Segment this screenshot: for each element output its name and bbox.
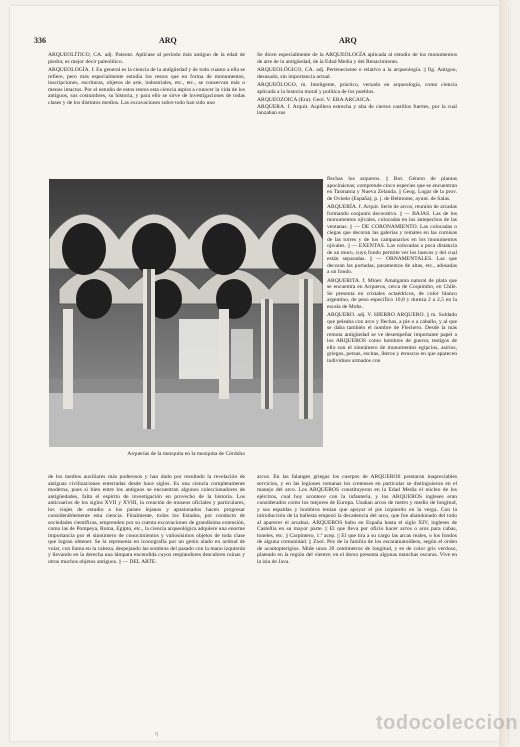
entry-paragraph: ARQUERÍA. f. Arquit. Serie de arcos, reunión de arcadas formando conjunto decorativo. || — BAJAS. Las de los monumentos ojivales, colocadas en los antepechos de las ventanas. || — DE CORONAMIENTO. Las colocadas o ciegas que decoran las galerías y remates en las cornisas de las torres y de los campanarios en los monumentos ojivales. || — EXENTAS. Las colocadas a poca distancia de un muro, cuyo fondo permite ver los huecos y del cual están separadas. || — ORNAMENTALES. Las que decoran las portadas, paramentos de altas, etc., adosadas a un fondo.	[327, 204, 457, 275]
running-head-right: ARQ	[339, 36, 357, 45]
entry-paragraph: ARQUERITA. f. Miner. Amalgama natural de plata que se encuentra en Arqueros, cerca de Coquimbo, en Chile. Se presenta en cristales octaédricos, de color blanco argentino, de peso específico 10,8 y dureza 2 a 2,5 en la escala de Mohs.	[327, 277, 457, 310]
entry-paragraph: ARQUEOLOGÍA. f. En general es la ciencia de la antigüedad y de todo cuanto a ella se refiere, pero más especialmente estudia los restos que en forma de monumentos, inscripciones, escrituras, objetos de arte, industriales, etc., etc., se conservan más o menos intactos. Por el estudio de estos restos esta ciencia aspira a conocer la vida de los antiguos, sus costumbres, su historia, y para ello se sirve de investigaciones de todas clases y de los distintos medios. Las excavaciones sobre todo han sido uno	[48, 67, 245, 106]
page-number: 336	[34, 36, 46, 45]
entry-paragraph: ARQUEOLÓGICO, CA. adj. Perteneciente o relativo a la arqueología. || fig. Antiguo, desusado, sin importancia actual.	[257, 67, 457, 80]
mosque-arches-illustration	[49, 179, 323, 447]
entry-paragraph: de los medios auxiliares más poderosos y han dado por resultado la revelación de antiguas civilizaciones enterradas desde hace siglos. Es una ciencia completamente moderna, pues si bien entre los antiguos se encuentran algunos coleccionadores de antigüedades, falta el espíritu de investigación en provecho de la historia. Los anticuarios de los siglos XVII y XVIII, la creación de museos oficiales y particulares, los viajes de estudio a los países lejanos y apasionados hacen progresar considerablemente esta ciencia. Finalmente, todos los Estados, por conducto de sociedades científicas, emprenden por su cuenta excavaciones de grandísima extensión, como las de Pompeya, Roma, Egipto, etc., la ciencia arqueológica adquiere una enorme importancia por el sinnúmero de conocimientos y valiosísimos objetos de toda clase que logran obtener. Se la representa en iconografía por un genio alado en actitud de volar, con llama en la cabeza, despejando las sombras del pasado con la mano izquierda y llevando en la derecha una lámpara encendida cuyos resplandores descubren ruinas y otros muchos objetos antiguos. || — DEL ARTE.	[48, 474, 245, 565]
entry-paragraph: ARQUERA. f. Arquit. Aspillera estrecha y alta de ciertos castillos fuertes, por la cual lanzaban sus	[257, 103, 457, 116]
column-left-bottom	[48, 474, 245, 565]
mosque-photograph	[49, 179, 323, 447]
page-fold	[499, 0, 508, 747]
column-left-top	[48, 52, 245, 108]
column-right-beside-photo	[327, 176, 457, 364]
entry-paragraph: ARQUEÓLOGO, m. Inteligente, práctico, versado en arqueología, como ciencia aplicada a la historia moral y política de los pueblos.	[257, 82, 457, 95]
column-right-bottom	[257, 474, 457, 565]
bottom-printer-mark: q	[155, 731, 158, 737]
entry-paragraph: ARQUEOLÍTICO, CA. adj. Paleont. Aplícase al período más antiguo de la edad de piedra; es mejor decir paleolítico.	[48, 52, 245, 65]
watermark-logo: todocoleccion	[376, 712, 519, 734]
running-head-left: ARQ	[159, 36, 177, 45]
entry-paragraph: ARQUEOZOICA (Era). Geol. V. ERA ARCAICA.	[257, 97, 371, 103]
entry-paragraph: flechas los arqueros. || Bot. Género de plantas apocináceas; comprende cinco especies que se encuentran en Tasmania y Nueva Zelanda. || Geog. Lugar de la prov. de Oviedo (España), p. j. de Belmonte, ayunt. de Salas.	[327, 176, 457, 202]
entry-paragraph: Se dicen especialmente de la ARQUEOLOGÍA aplicada al estudio de los monumentos de arte de la antigüedad, de la Edad Media y del Renacimiento.	[257, 52, 457, 65]
entry-paragraph: ARQUERO. adj. V. HIERRO ARQUERO. || m. Soldado que peleaba con arco y flechas, a pie o a caballo, y al que se daba también el nombre de Flechero. Desde la más remota antigüedad se ve desempeñar importante papel a los ARQUEROS como hombres de guerra; testigos de ello son el sinnúmero de monumentos egipcios, asirios, griegos, persas, escitas, íberos y etruscos en que aparecen individuos armados con	[327, 312, 457, 364]
entry-paragraph: arcos. En las falanges griegas los cuerpos de ARQUEROS prestaron inapreciables servicios, y en las legiones romanas los cretenses en particular se distinguieron en el manejo del arco. Los ARQUEROS constituyeron en la Edad Media el núcleo de los ejércitos, cual hoy acontece con la infantería, y los ARQUEROS ingleses eran considerados como los mejores de Europa. Usaban arcos de metro y medio de longitud, y sus espaldas y hombros tenían que apoyar el pie izquierdo en la verga. Con la introducción de la ballesta empezó la decadencia del arco, que fue abandonado del todo al aparecer el arcabuz. ARQUEROS hubo en España hasta el siglo XIV, ingleses de Castellia en su mayor parte. || El que lleva por oficio hacer arcos o aros para cubas, toneles, etc. || Carpintero, 1.ª acep. || El que tira a su cargo las arcas reales, o los fondos de alguna comunidad. || Zool. Pez de la familia de los escaramatoídeos, según el orden de acantopterigios. Mide unos 20 centímetros de longitud, y es de color gris verdoso, plateado en la región del vientre; en el dorso presenta algunas manchas oscuras. Vive en la isla de Java.	[257, 474, 457, 565]
column-right-top	[257, 52, 457, 117]
photo-caption: Arquerías de la mezquita en la mezquita de Córdoba	[127, 451, 245, 457]
